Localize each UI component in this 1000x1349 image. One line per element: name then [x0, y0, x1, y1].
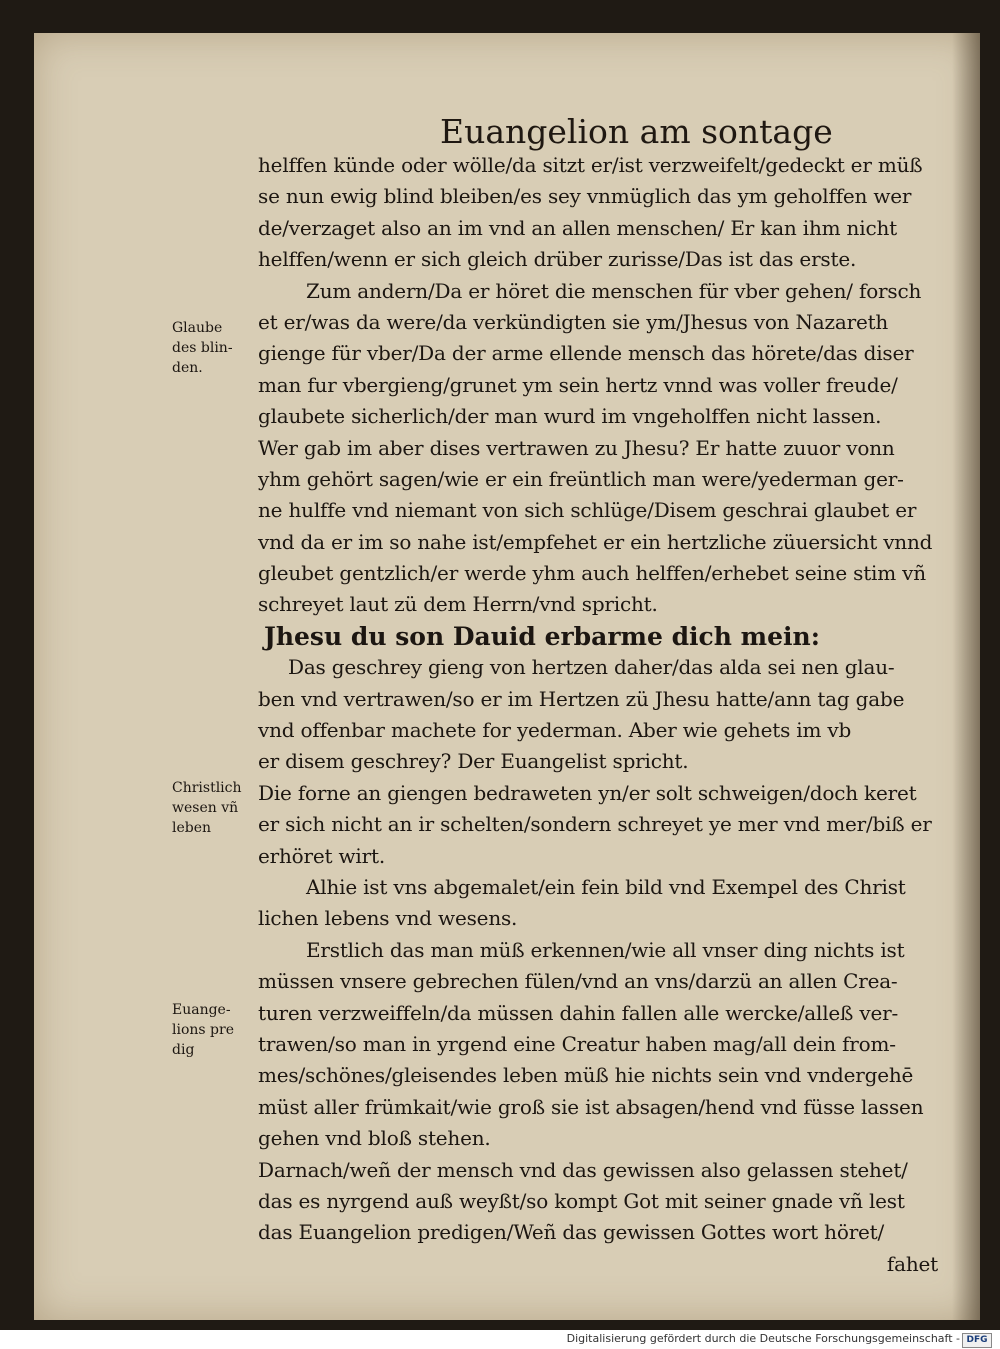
gloss-line: des blin- [172, 340, 233, 356]
text-line: lichen lebens vnd wesens. [258, 906, 518, 931]
text-line: et er/was da were/da verkündigten sie ym/Jhesus von Nazareth [258, 309, 889, 334]
text-line: müst aller frümkait/wie groß sie ist absagen/hend vnd füsse lassen [258, 1094, 924, 1119]
text-line: Die forne an giengen bedraweten yn/er solt schweigen/doch keret [258, 780, 917, 805]
text-line: Darnach/weñ der mensch vnd das gewissen also gelassen stehet/ [258, 1157, 908, 1182]
text-line: man fur vbergieng/grunet ym sein hertz vnnd was voller freude/ [258, 372, 898, 397]
text-line: ne hulffe vnd niemant von sich schlüge/Disem geschrai glaubet er [258, 498, 917, 523]
text-line: müssen vnsere gebrechen fülen/vnd an vns/darzü an allen Crea- [258, 969, 898, 994]
gloss-line: den. [172, 360, 203, 376]
gloss-line: Euange- [172, 1002, 231, 1018]
text-line: helffen/wenn er sich gleich drüber zurisse/Das ist das erste. [258, 247, 857, 272]
text-line: gienge für vber/Da der arme ellende mensch das hörete/das diser [258, 341, 914, 366]
running-head: Euangelion am sontage [440, 112, 833, 151]
margin-gloss-glaube [172, 318, 262, 378]
text-line: vnd offenbar machete for yederman. Aber wie gehets im vb [258, 718, 852, 743]
gutter-shadow [952, 33, 980, 1320]
gloss-line: leben [172, 820, 212, 836]
text-line: glaubete sicherlich/der man wurd im vngeholffen nicht lassen. [258, 404, 882, 429]
text-line: Wer gab im aber dises vertrawen zu Jhesu? Er hatte zuuor vonn [258, 435, 895, 460]
text-line: helffen künde oder wölle/da sitzt er/ist verzweifelt/gedeckt er müß [258, 153, 923, 177]
dfg-logo: DFG [962, 1333, 992, 1348]
text-line: ben vnd vertrawen/so er im Hertzen zü Jhesu hatte/ann tag gabe [258, 686, 905, 711]
body-text [258, 150, 938, 1280]
text-line: Das geschrey gieng von hertzen daher/das alda sei nen glau- [288, 655, 895, 680]
text-line: fahet [886, 1251, 938, 1276]
text-line: Zum andern/Da er höret die menschen für vber gehen/ forsch [306, 278, 922, 303]
text-line: turen verzweiffeln/da müssen dahin fallen alle wercke/alleß ver- [258, 1000, 899, 1025]
text-line: das es nyrgend auß weyßt/so kompt Got mit seiner gnade vñ lest [258, 1188, 905, 1213]
text-line: vnd da er im so nahe ist/empfehet er ein hertzliche züuersicht vnnd [258, 529, 933, 554]
text-line: das Euangelion predigen/Weñ das gewissen Gottes wort höret/ [258, 1220, 885, 1245]
text-line: yhm gehört sagen/wie er ein freüntlich man were/yederman ger- [258, 466, 904, 491]
text-line: erhöret wirt. [258, 843, 385, 868]
text-line: schreyet laut zü dem Herrn/vnd spricht. [258, 592, 658, 617]
gloss-line: Christlich [172, 780, 242, 796]
text-line: mes/schönes/gleisendes leben müß hie nichts sein vnd vndergehē [258, 1063, 914, 1088]
footer-bar [0, 1330, 1000, 1349]
footer-credit: Digitalisierung gefördert durch die Deutsche Forschungsgemeinschaft - [566, 1332, 960, 1345]
text-line: er disem geschrey? Der Euangelist spricht. [258, 749, 689, 774]
text-line: er sich nicht an ir schelten/sondern schreyet ye mer vnd mer/biß er [258, 812, 932, 837]
text-line: trawen/so man in yrgend eine Creatur haben mag/all dein from- [258, 1031, 896, 1056]
text-line: se nun ewig blind bleiben/es sey vnmüglich das ym geholffen wer [258, 184, 912, 209]
gloss-line: lions pre [172, 1022, 234, 1038]
gloss-line: Glaube [172, 320, 223, 336]
margin-gloss-christlich [172, 778, 262, 838]
text-line: gehen vnd bloß stehen. [258, 1126, 491, 1151]
text-line: gleubet gentzlich/er werde yhm auch helffen/erhebet seine stim vñ [258, 561, 926, 586]
section-heading: Jhesu du son Dauid erbarme dich mein: [264, 621, 820, 651]
text-line: de/verzaget also an im vnd an allen menschen/ Er kan ihm nicht [258, 215, 897, 240]
text-line: Erstlich das man müß erkennen/wie all vnser ding nichts ist [306, 937, 905, 962]
margin-gloss-euangelion [172, 1000, 262, 1060]
gloss-line: wesen vñ [172, 800, 239, 816]
gloss-line: dig [172, 1042, 195, 1058]
text-line: Alhie ist vns abgemalet/ein fein bild vnd Exempel des Christ [306, 874, 906, 899]
